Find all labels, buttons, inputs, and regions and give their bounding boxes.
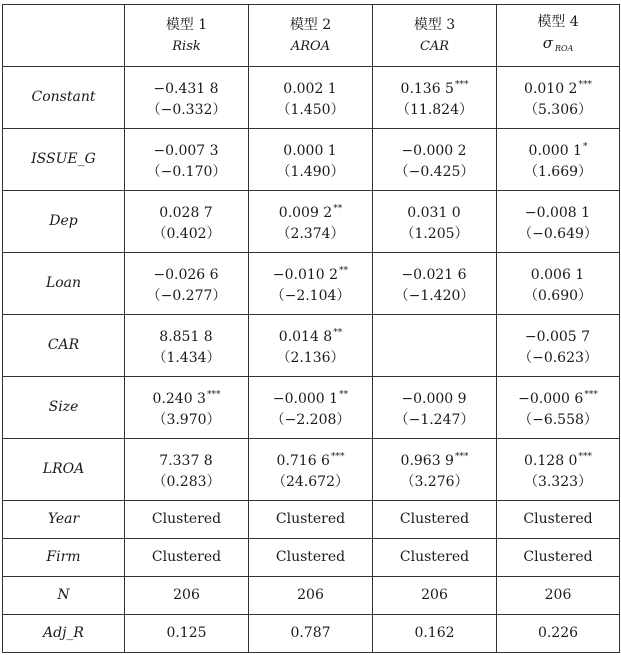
coefficient: −0.026 6	[153, 266, 219, 283]
significance-stars: ***	[330, 451, 345, 462]
footer-cell: 0.226	[497, 615, 620, 653]
t-statistic: （1.490）	[276, 163, 345, 180]
t-statistic: （−0.649）	[518, 225, 598, 242]
coef-cell	[249, 253, 373, 315]
footer-cell: Clustered	[497, 539, 620, 577]
footer-cell: 206	[497, 577, 620, 615]
coefficient: −0.431 8	[153, 80, 219, 97]
row-car	[3, 315, 620, 377]
coefficient: 0.010 2	[524, 80, 578, 97]
model-label: 模型 2	[289, 16, 332, 33]
coefficient: −0.000 2	[401, 142, 467, 159]
coefficient: 0.136 5	[400, 80, 454, 97]
coef-cell	[497, 191, 620, 253]
footer-cell: 206	[249, 577, 373, 615]
coef-cell	[125, 191, 249, 253]
variable-name: ISSUE_G	[3, 129, 125, 191]
t-statistic: （1.450）	[276, 101, 345, 118]
coef-cell	[497, 67, 620, 129]
significance-stars: ***	[578, 451, 592, 462]
coef-cell	[249, 315, 373, 377]
coefficient: −0.010 2	[272, 266, 339, 283]
row-year	[3, 501, 620, 539]
significance-stars: ***	[584, 389, 598, 400]
t-statistic: （5.306）	[523, 101, 593, 118]
coef-cell	[373, 67, 497, 129]
significance-stars: **	[333, 327, 343, 338]
variable-name: Size	[3, 377, 125, 439]
sigma-subscript: ROA	[554, 44, 574, 53]
coef-cell	[249, 191, 373, 253]
row-lroa	[3, 439, 620, 501]
variable-name: Dep	[3, 191, 125, 253]
significance-stars: **	[339, 389, 349, 400]
row-n	[3, 577, 620, 615]
row-adj-r	[3, 615, 620, 653]
coef-cell	[125, 253, 249, 315]
coef-cell	[249, 67, 373, 129]
t-statistic: （3.276）	[400, 473, 469, 490]
t-statistic: （−0.332）	[146, 101, 227, 118]
t-statistic: （0.402）	[152, 225, 221, 242]
variable-name: CAR	[3, 315, 125, 377]
footer-cell: Clustered	[373, 501, 497, 539]
coef-cell	[373, 129, 497, 191]
header-model-3	[373, 5, 497, 67]
t-statistic: （−6.558）	[518, 411, 598, 428]
coefficient: 0.009 2	[278, 204, 333, 221]
t-statistic: （11.824）	[396, 101, 473, 118]
coef-cell	[373, 377, 497, 439]
t-statistic: （1.205）	[400, 225, 469, 242]
coef-cell	[125, 377, 249, 439]
coefficient: −0.000 6	[518, 390, 584, 407]
coef-cell	[373, 439, 497, 501]
footer-cell: Clustered	[125, 501, 249, 539]
regression-table	[2, 4, 620, 653]
header-model-1	[125, 5, 249, 67]
t-statistic: （−2.104）	[270, 287, 351, 304]
significance-stars: **	[339, 265, 349, 276]
t-statistic: （1.434）	[152, 349, 221, 366]
t-statistic: （0.283）	[152, 473, 221, 490]
coefficient: 0.002 1	[283, 80, 337, 97]
row-dep	[3, 191, 620, 253]
coefficient: 0.000 1	[528, 142, 582, 159]
t-statistic: （3.323）	[523, 473, 593, 490]
coef-cell	[125, 439, 249, 501]
coefficient: 0.006 1	[530, 266, 585, 283]
coef-cell	[373, 253, 497, 315]
coef-cell	[497, 129, 620, 191]
model-dependent-variable: CAR	[419, 38, 450, 54]
significance-stars: *	[582, 141, 588, 152]
header-model-2	[249, 5, 373, 67]
row-issue-g	[3, 129, 620, 191]
coefficient: −0.005 7	[524, 328, 591, 345]
t-statistic: （2.374）	[276, 225, 345, 242]
row-size	[3, 377, 620, 439]
coef-cell-empty	[373, 315, 497, 377]
coef-cell	[125, 315, 249, 377]
t-statistic: （−0.277）	[146, 287, 227, 304]
footer-cell: Clustered	[125, 539, 249, 577]
coefficient: 0.963 9	[400, 452, 454, 469]
coefficient: 0.000 1	[283, 142, 337, 159]
t-statistic: （2.136）	[276, 349, 345, 366]
coefficient: −0.007 3	[153, 142, 219, 159]
t-statistic: （−0.425）	[394, 163, 475, 180]
significance-stars: ***	[454, 451, 469, 462]
footer-cell: 206	[125, 577, 249, 615]
model-dependent-variable: AROA	[290, 38, 331, 54]
model-label: 模型 4	[537, 14, 579, 30]
row-constant	[3, 67, 620, 129]
t-statistic: （−1.247）	[394, 411, 475, 428]
header-row	[3, 5, 620, 67]
t-statistic: （3.970）	[152, 411, 221, 428]
coefficient: −0.000 1	[272, 390, 339, 407]
coef-cell	[497, 315, 620, 377]
significance-stars: ***	[454, 79, 469, 90]
variable-name: Year	[3, 501, 125, 539]
regression-table-container	[2, 4, 620, 653]
row-firm	[3, 539, 620, 577]
coefficient: 0.128 0	[524, 452, 578, 469]
coefficient: 0.031 0	[407, 204, 461, 221]
coef-cell	[125, 129, 249, 191]
coef-cell	[497, 377, 620, 439]
footer-cell: 0.125	[125, 615, 249, 653]
footer-cell: Clustered	[249, 501, 373, 539]
model-label: 模型 1	[165, 16, 208, 33]
footer-cell: 0.787	[249, 615, 373, 653]
variable-name: LROA	[3, 439, 125, 501]
t-statistic: （−0.170）	[146, 163, 227, 180]
model-dependent-variable	[497, 33, 619, 59]
footer-cell: Clustered	[373, 539, 497, 577]
coefficient: 0.716 6	[276, 452, 330, 469]
t-statistic: （−0.623）	[518, 349, 598, 366]
coef-cell	[125, 67, 249, 129]
footer-cell: Clustered	[249, 539, 373, 577]
coefficient: 0.014 8	[278, 328, 333, 345]
coef-cell	[373, 191, 497, 253]
variable-name: Loan	[3, 253, 125, 315]
significance-stars: ***	[578, 79, 592, 90]
sigma-symbol: σ	[542, 34, 553, 52]
model-label: 模型 3	[413, 16, 456, 33]
coefficient: 7.337 8	[159, 452, 213, 469]
coef-cell	[497, 439, 620, 501]
row-loan	[3, 253, 620, 315]
variable-name: N	[3, 577, 125, 615]
header-blank-cell	[3, 5, 125, 67]
t-statistic: （0.690）	[523, 287, 593, 304]
t-statistic: （−2.208）	[270, 411, 351, 428]
coef-cell	[249, 439, 373, 501]
model-dependent-variable: Risk	[172, 38, 201, 54]
footer-cell: Clustered	[497, 501, 620, 539]
variable-name: Firm	[3, 539, 125, 577]
footer-cell: 0.162	[373, 615, 497, 653]
coefficient: 8.851 8	[159, 328, 213, 345]
coefficient: −0.000 9	[401, 390, 467, 407]
footer-cell: 206	[373, 577, 497, 615]
significance-stars: **	[333, 203, 343, 214]
coefficient: 0.028 7	[159, 204, 213, 221]
coefficient: 0.240 3	[152, 390, 206, 407]
significance-stars: ***	[206, 389, 221, 400]
variable-name: Adj_R	[3, 615, 125, 653]
coef-cell	[249, 377, 373, 439]
t-statistic: （1.669）	[523, 163, 593, 180]
coef-cell	[497, 253, 620, 315]
coefficient: −0.021 6	[401, 266, 467, 283]
t-statistic: （−1.420）	[394, 287, 475, 304]
coef-cell	[249, 129, 373, 191]
variable-name: Constant	[3, 67, 125, 129]
coefficient: −0.008 1	[524, 204, 591, 221]
t-statistic: （24.672）	[272, 473, 349, 490]
header-model-4	[497, 5, 620, 67]
